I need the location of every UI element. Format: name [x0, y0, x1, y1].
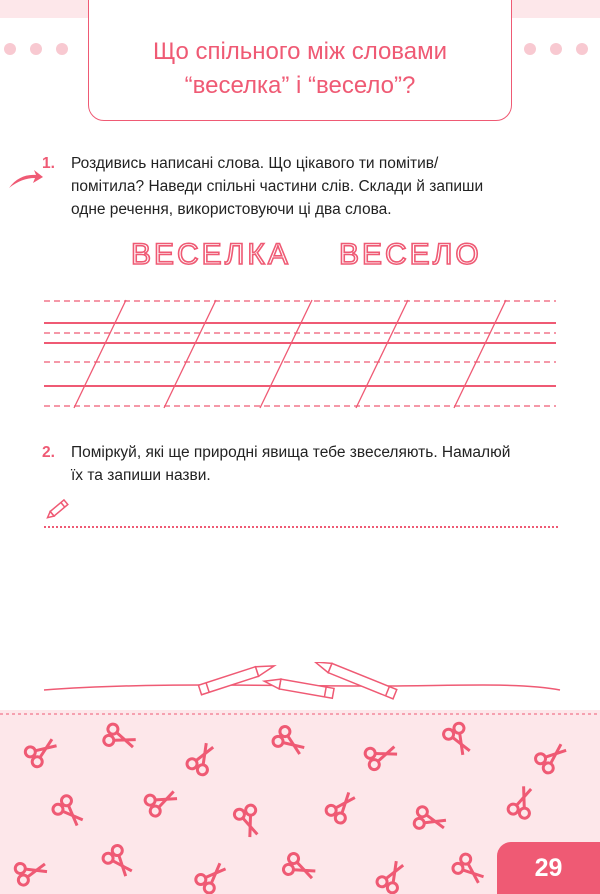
task-1-number: 1. — [42, 155, 55, 172]
page-title-line-1: Що спільного між словами — [152, 38, 448, 65]
decor-pencils-line — [0, 662, 600, 710]
tracing-word-1: ВЕСЕЛКА — [131, 238, 291, 271]
page-title-line-2: “веселка” і “весело”? — [184, 72, 416, 99]
task-1-text-line-1: Роздивись написані слова. Що цікавого ти помітив/ — [71, 155, 439, 172]
handwriting-lines[interactable] — [40, 296, 560, 412]
answer-line[interactable] — [44, 526, 558, 528]
task-2 — [42, 441, 562, 487]
task-1 — [42, 152, 542, 221]
title-box — [88, 0, 512, 121]
page-number: 29 — [497, 842, 600, 894]
tracing-word-2: ВЕСЕЛО — [339, 238, 482, 271]
task-2-text-line-2: їх та запиши назви. — [71, 467, 211, 484]
task-1-text-line-3: одне речення, використовуючи ці два слова. — [71, 201, 392, 218]
pencil-icon — [44, 495, 74, 521]
task-2-text-line-1: Поміркуй, які ще природні явища тебе звеселяють. Намалюй — [71, 444, 511, 461]
task-1-text-line-2: помітила? Наведи спільні частини слів. Склади й запиши — [71, 178, 484, 195]
arrow-marker-icon — [8, 168, 44, 190]
task-2-number: 2. — [42, 444, 55, 461]
